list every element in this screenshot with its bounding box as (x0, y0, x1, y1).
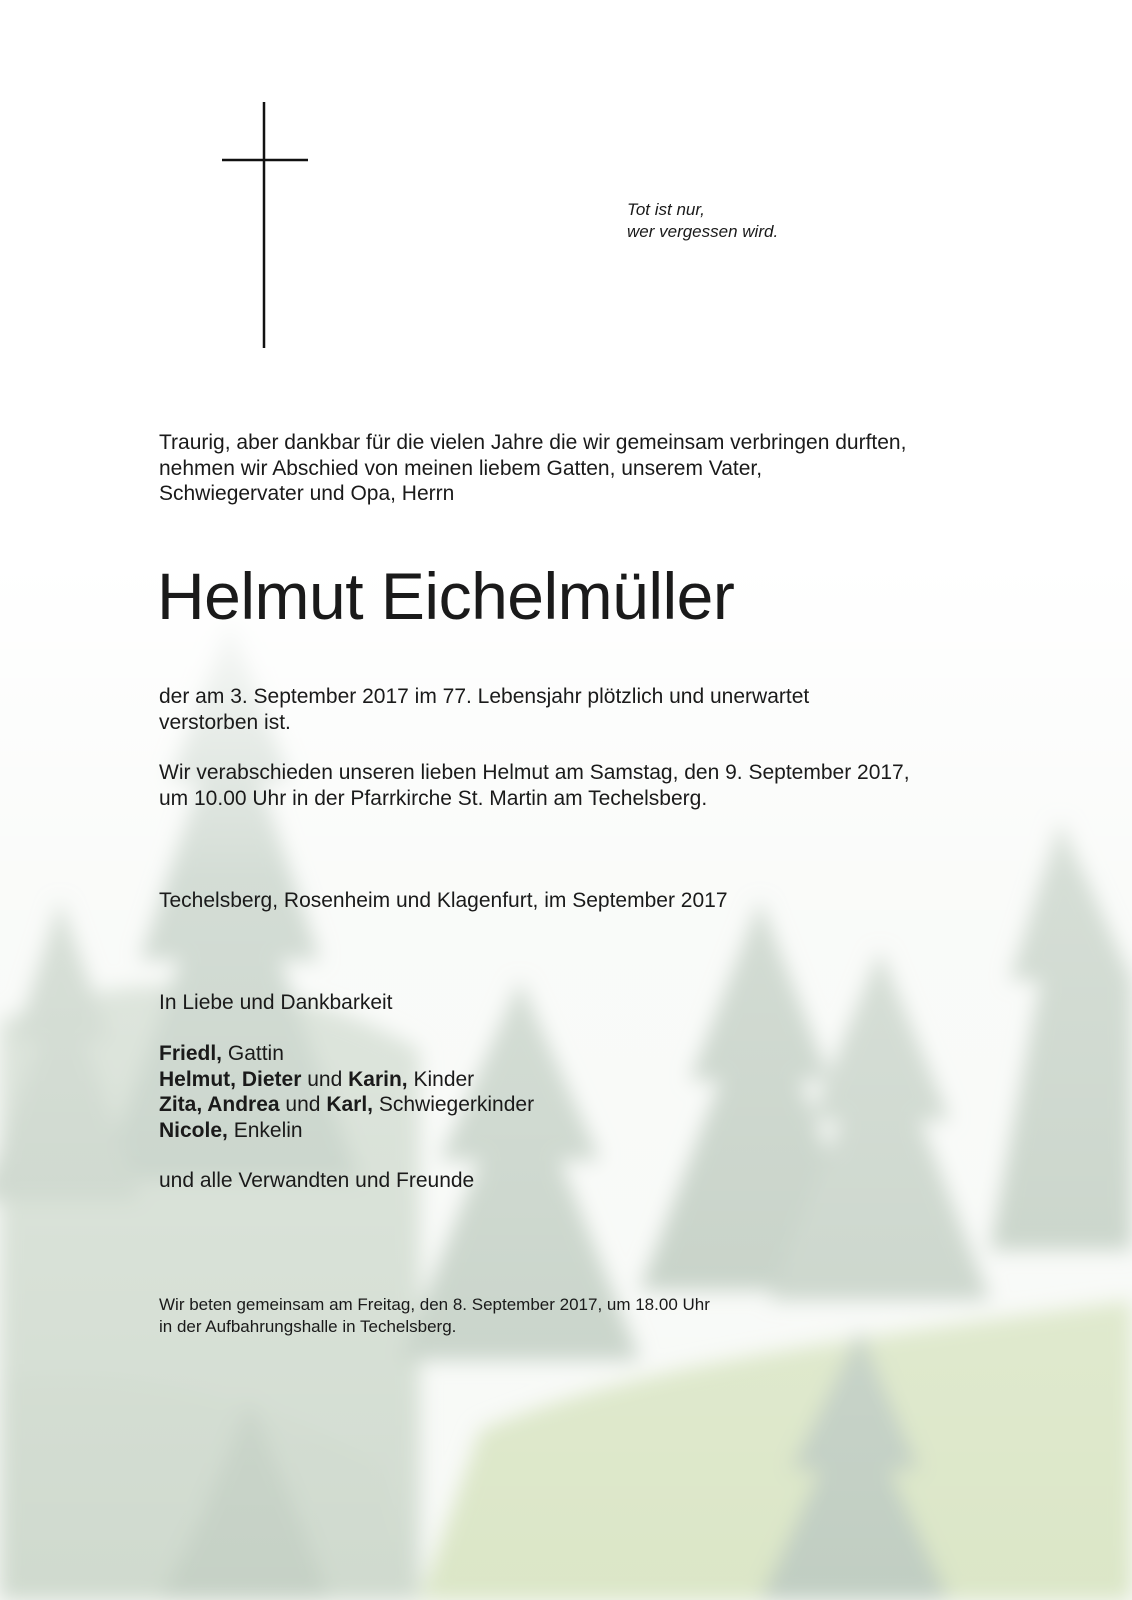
intro-line: Traurig, aber dankbar für die vielen Jahre die wir gemeinsam verbringen durften, (159, 431, 907, 454)
deceased-name: Helmut Eichelmüller (157, 559, 735, 633)
prayer-line: Wir beten gemeinsam am Freitag, den 8. September 2017, um 18.00 Uhr (159, 1295, 710, 1314)
cross-icon (220, 100, 310, 350)
farewell-paragraph (159, 760, 910, 811)
death-notice-paragraph (159, 684, 809, 735)
mourner-spouse (159, 1041, 534, 1067)
motto-line: Tot ist nur, (627, 200, 705, 219)
relatives-line: und alle Verwandten und Freunde (159, 1169, 475, 1192)
mourner-names: Karl, (326, 1093, 373, 1116)
mourner-role: Gattin (227, 1042, 284, 1065)
intro-line: nehmen wir Abschied von meinen liebem Gatten, unserem Vater, (159, 456, 763, 480)
mourners-heading: In Liebe und Dankbarkeit (159, 991, 393, 1014)
mourner-in-laws (159, 1092, 534, 1118)
intro-line: Schwiegervater und Opa, Herrn (159, 482, 455, 505)
mourner-role: Enkelin (233, 1118, 303, 1142)
mourner-conjunction: und (285, 1093, 321, 1116)
death-notice-line: verstorben ist. (159, 710, 291, 734)
mourner-names: Nicole, (159, 1118, 228, 1142)
prayer-line: in der Aufbahrungshalle in Techelsberg. (159, 1316, 457, 1336)
farewell-line: um 10.00 Uhr in der Pfarrkirche St. Martin am Techelsberg. (159, 786, 708, 810)
place-date: Techelsberg, Rosenheim und Klagenfurt, im September 2017 (159, 889, 728, 912)
intro-paragraph (159, 430, 906, 507)
mourner-role: Kinder (413, 1067, 475, 1091)
motto-quote (627, 199, 778, 242)
motto-line: wer vergessen wird. (627, 221, 779, 241)
mourner-role: Schwiegerkinder (378, 1093, 535, 1116)
prayer-notice (159, 1294, 710, 1337)
farewell-line: Wir verabschieden unseren lieben Helmut am Samstag, den 9. September 2017, (159, 761, 910, 784)
mourner-conjunction: und (307, 1067, 343, 1091)
mourner-grandchild (159, 1118, 534, 1144)
mourner-names: Zita, Andrea (159, 1093, 280, 1116)
death-notice-line: der am 3. September 2017 im 77. Lebensjahr plötzlich und unerwartet (159, 685, 810, 708)
mourner-names: Helmut, Dieter (159, 1067, 302, 1091)
mourner-names: Friedl, (159, 1042, 223, 1065)
mourners-list (159, 1041, 534, 1143)
mourner-children (159, 1067, 534, 1093)
mourner-names: Karin, (348, 1067, 408, 1091)
